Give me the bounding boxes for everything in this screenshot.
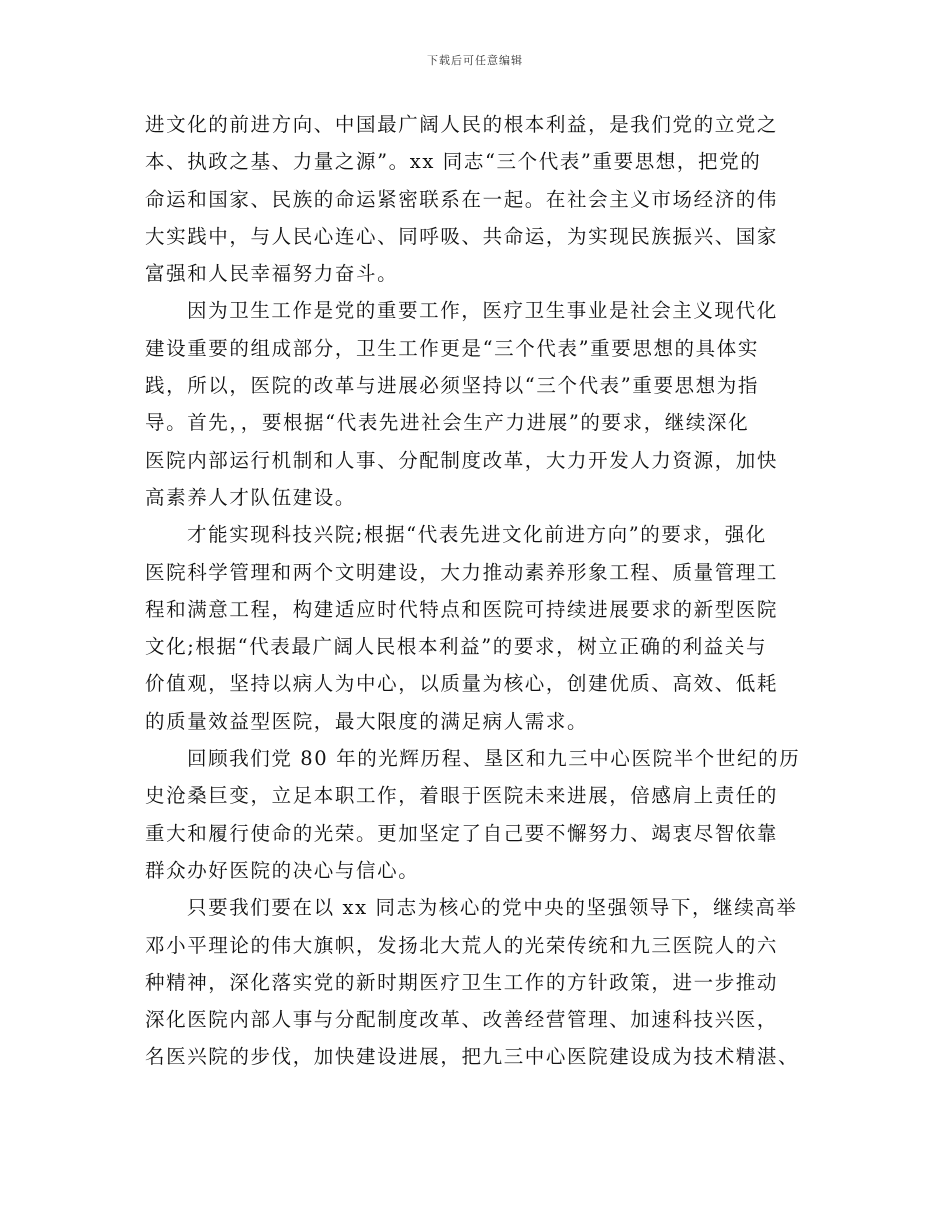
text-line: 重大和履行使命的光荣。更加坚定了自己要不懈努力、竭衷尽智依靠: [145, 821, 779, 845]
text-line: 群众办好医院的决心与信心。: [145, 858, 420, 882]
text-line: 回顾我们党 80 年的光辉历程、垦区和九三中心医院半个世纪的历: [187, 747, 801, 771]
text-line: 价值观，坚持以病人为中心，以质量为核心，创建优质、高效、低耗: [145, 672, 779, 696]
text-line: 大实践中，与人民心连心、同呼吸、共命运，为实现民族振兴、国家: [145, 224, 779, 248]
text-line: 名医兴院的步伐，加快建设进展，把九三中心医院建设成为技术精湛、: [145, 1045, 800, 1069]
text-line: 高素养人才队伍建设。: [145, 485, 357, 509]
text-line: 才能实现科技兴院;根据“代表先进文化前进方向”的要求，强化: [187, 523, 767, 547]
text-line: 进文化的前进方向、中国最广阔人民的根本利益，是我们党的立党之: [145, 113, 779, 136]
document-body: [145, 106, 810, 1076]
text-line: 本、执政之基、力量之源”。xx 同志“三个代表”重要思想，把党的: [145, 150, 762, 174]
text-line: 文化;根据“代表最广阔人民根本利益”的要求，树立正确的利益关与: [145, 635, 768, 659]
page-header: 下载后可任意编辑: [427, 54, 523, 67]
text-line: 富强和人民幸福努力奋斗。: [145, 262, 399, 286]
text-line: 命运和国家、民族的命运紧密联系在一起。在社会主义市场经济的伟: [145, 187, 779, 211]
text-line: 导。首先，，要根据“代表先进社会生产力进展”的要求，继续深化: [145, 411, 750, 435]
text-line: 的质量效益型医院，最大限度的满足病人需求。: [145, 709, 589, 733]
text-line: 史沧桑巨变，立足本职工作，着眼于医院未来进展，倍感肩上责任的: [145, 784, 779, 808]
text-line: 建设重要的组成部分，卫生工作更是“三个代表”重要思想的具体实: [145, 336, 759, 360]
text-line: 种精神，深化落实党的新时期医疗卫生工作的方针政策，进一步推动: [145, 970, 779, 994]
text-line: 践，所以，医院的改革与进展必须坚持以“三个代表”重要思想为指: [145, 374, 759, 398]
text-line: 因为卫生工作是党的重要工作，医疗卫生事业是社会主义现代化: [187, 299, 778, 323]
text-line: 医院科学管理和两个文明建设，大力推动素养形象工程、质量管理工: [145, 560, 779, 584]
text-line: 邓小平理论的伟大旗帜，发扬北大荒人的光荣传统和九三医院人的六: [145, 933, 779, 957]
text-line: 深化医院内部人事与分配制度改革、改善经营管理、加速科技兴医，: [145, 1008, 779, 1032]
text-line: 医院内部运行机制和人事、分配制度改革，大力开发人力资源，加快: [145, 448, 779, 472]
text-line: 程和满意工程，构建适应时代特点和医院可持续进展要求的新型医院: [145, 597, 779, 621]
text-line: 只要我们要在以 xx 同志为核心的党中央的坚强领导下，继续高举: [187, 896, 798, 920]
